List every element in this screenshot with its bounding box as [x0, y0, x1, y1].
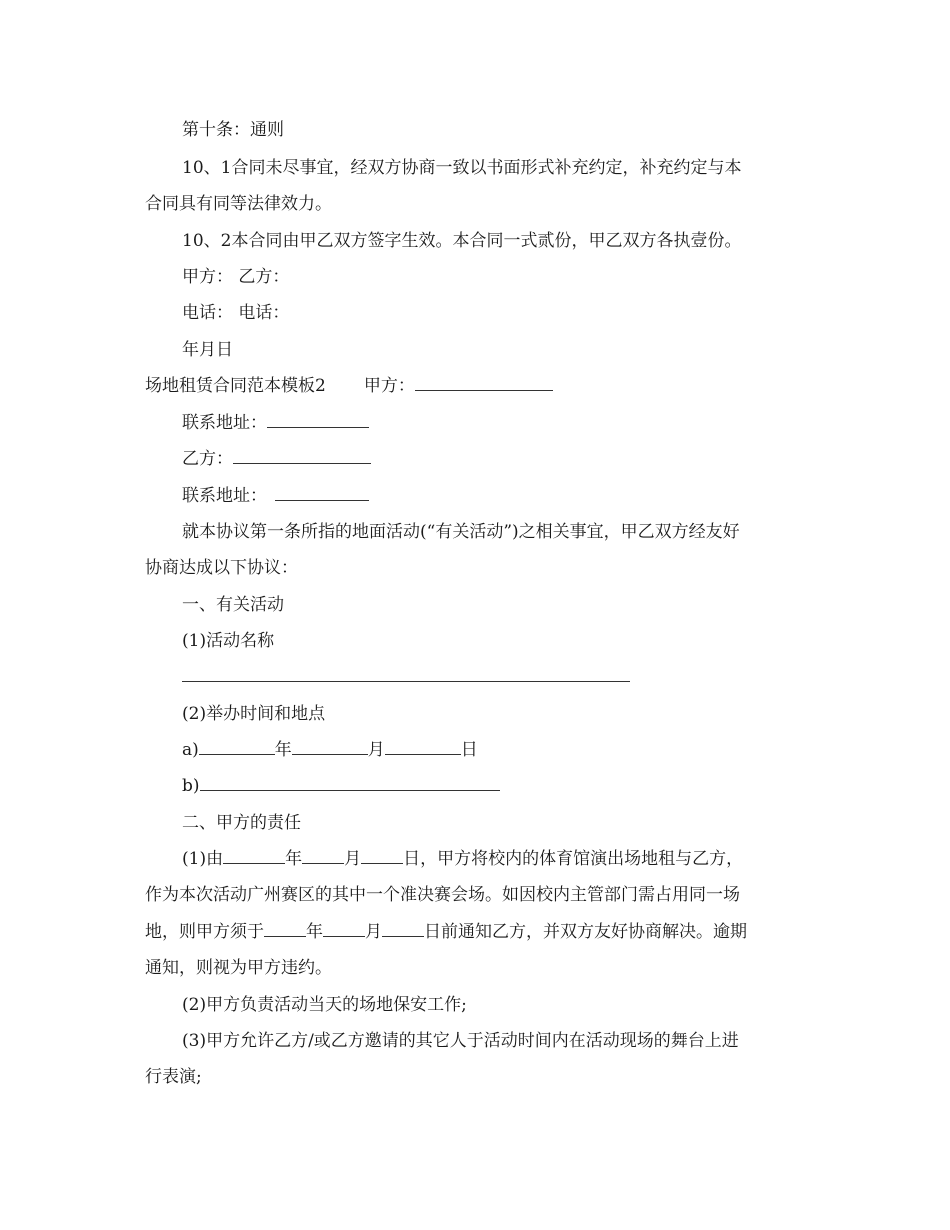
party-a-duty-3-line2: 行表演;: [145, 1067, 202, 1087]
day-blank: [385, 738, 461, 755]
party-a-duty-1-line4: 通知，则视为甲方违约。: [145, 958, 332, 978]
party-signatures: 甲方： 乙方：: [182, 267, 290, 287]
party-a-blank: [415, 374, 553, 391]
party-b-address-label: 联系地址：: [182, 486, 267, 506]
party-b-blank: [233, 447, 371, 464]
party-b-line: [182, 447, 371, 471]
notice-year-blank: [264, 920, 306, 937]
duty-1-month-label: 月: [344, 849, 362, 869]
section-one-heading: 一、有关活动: [182, 595, 284, 615]
duty-1-prefix: (1)由: [182, 849, 224, 869]
section-two-heading: 二、甲方的责任: [182, 813, 301, 833]
duty-1-year-label: 年: [285, 849, 303, 869]
article-ten-heading: 第十条：通则: [182, 120, 284, 140]
clause-10-2: 10、2本合同由甲乙双方签字生效。本合同一式贰份，甲乙双方各执壹份。: [182, 231, 742, 251]
party-a-duty-1-line3: [145, 920, 747, 944]
item-a-label: a): [182, 740, 199, 760]
month-blank: [292, 738, 368, 755]
year-blank: [199, 738, 275, 755]
year-label: 年: [274, 740, 292, 760]
notice-suffix: 日前通知乙方，并双方友好协商解决。逾期: [424, 922, 747, 942]
notice-year-label: 年: [306, 922, 323, 942]
party-phones: 电话： 电话：: [182, 303, 290, 323]
party-b-address-line: [182, 484, 369, 508]
agreement-intro-line1: 就本协议第一条所指的地面活动(“有关活动”)之相关事宜，甲乙双方经友好: [182, 522, 740, 542]
time-place-label: (2)举办时间和地点: [182, 704, 326, 724]
template-title: 场地租赁合同范本模板2: [145, 376, 326, 396]
template-title-line: [145, 374, 553, 398]
party-b-label: 乙方：: [182, 449, 233, 469]
notice-prefix: 地，则甲方须于: [145, 922, 264, 942]
day-label: 日: [460, 740, 478, 760]
clause-10-1-line1: 10、1合同未尽事宜，经双方协商一致以书面形式补充约定，补充约定与本: [182, 158, 742, 178]
party-a-duty-1-line2: 作为本次活动广州赛区的其中一个准决赛会场。如因校内主管部门需占用同一场: [145, 885, 740, 905]
notice-month-label: 月: [365, 922, 382, 942]
activity-name-blank: [182, 665, 630, 682]
month-label: 月: [367, 740, 385, 760]
place-blank: [200, 774, 500, 791]
duty-1-month-blank: [302, 847, 344, 864]
item-b-label: b): [182, 776, 200, 796]
party-a-address-label: 联系地址：: [182, 413, 267, 433]
duty-1-day-blank: [361, 847, 403, 864]
party-a-duty-3-line1: (3)甲方允许乙方/或乙方邀请的其它人于活动时间内在活动现场的舞台上进: [182, 1031, 739, 1051]
party-b-address-blank: [275, 484, 369, 501]
duty-1-suffix: 日，甲方将校内的体育馆演出场地租与乙方，: [403, 849, 744, 869]
activity-name-label: (1)活动名称: [182, 631, 275, 651]
duty-1-year-blank: [223, 847, 285, 864]
signature-date: 年月日: [182, 340, 233, 360]
notice-month-blank: [323, 920, 365, 937]
party-a-duty-1-line1: [182, 847, 743, 871]
clause-10-1-line2: 合同具有同等法律效力。: [145, 194, 332, 214]
place-line-b: [182, 774, 500, 798]
party-a-duty-2: (2)甲方负责活动当天的场地保安工作;: [182, 995, 467, 1015]
activity-name-line: [182, 665, 630, 689]
notice-day-blank: [382, 920, 424, 937]
agreement-intro-line2: 协商达成以下协议：: [145, 558, 298, 578]
date-line-a: [182, 738, 478, 762]
party-a-label: 甲方：: [363, 376, 415, 396]
party-a-address-line: [182, 411, 369, 435]
party-a-address-blank: [267, 411, 369, 428]
